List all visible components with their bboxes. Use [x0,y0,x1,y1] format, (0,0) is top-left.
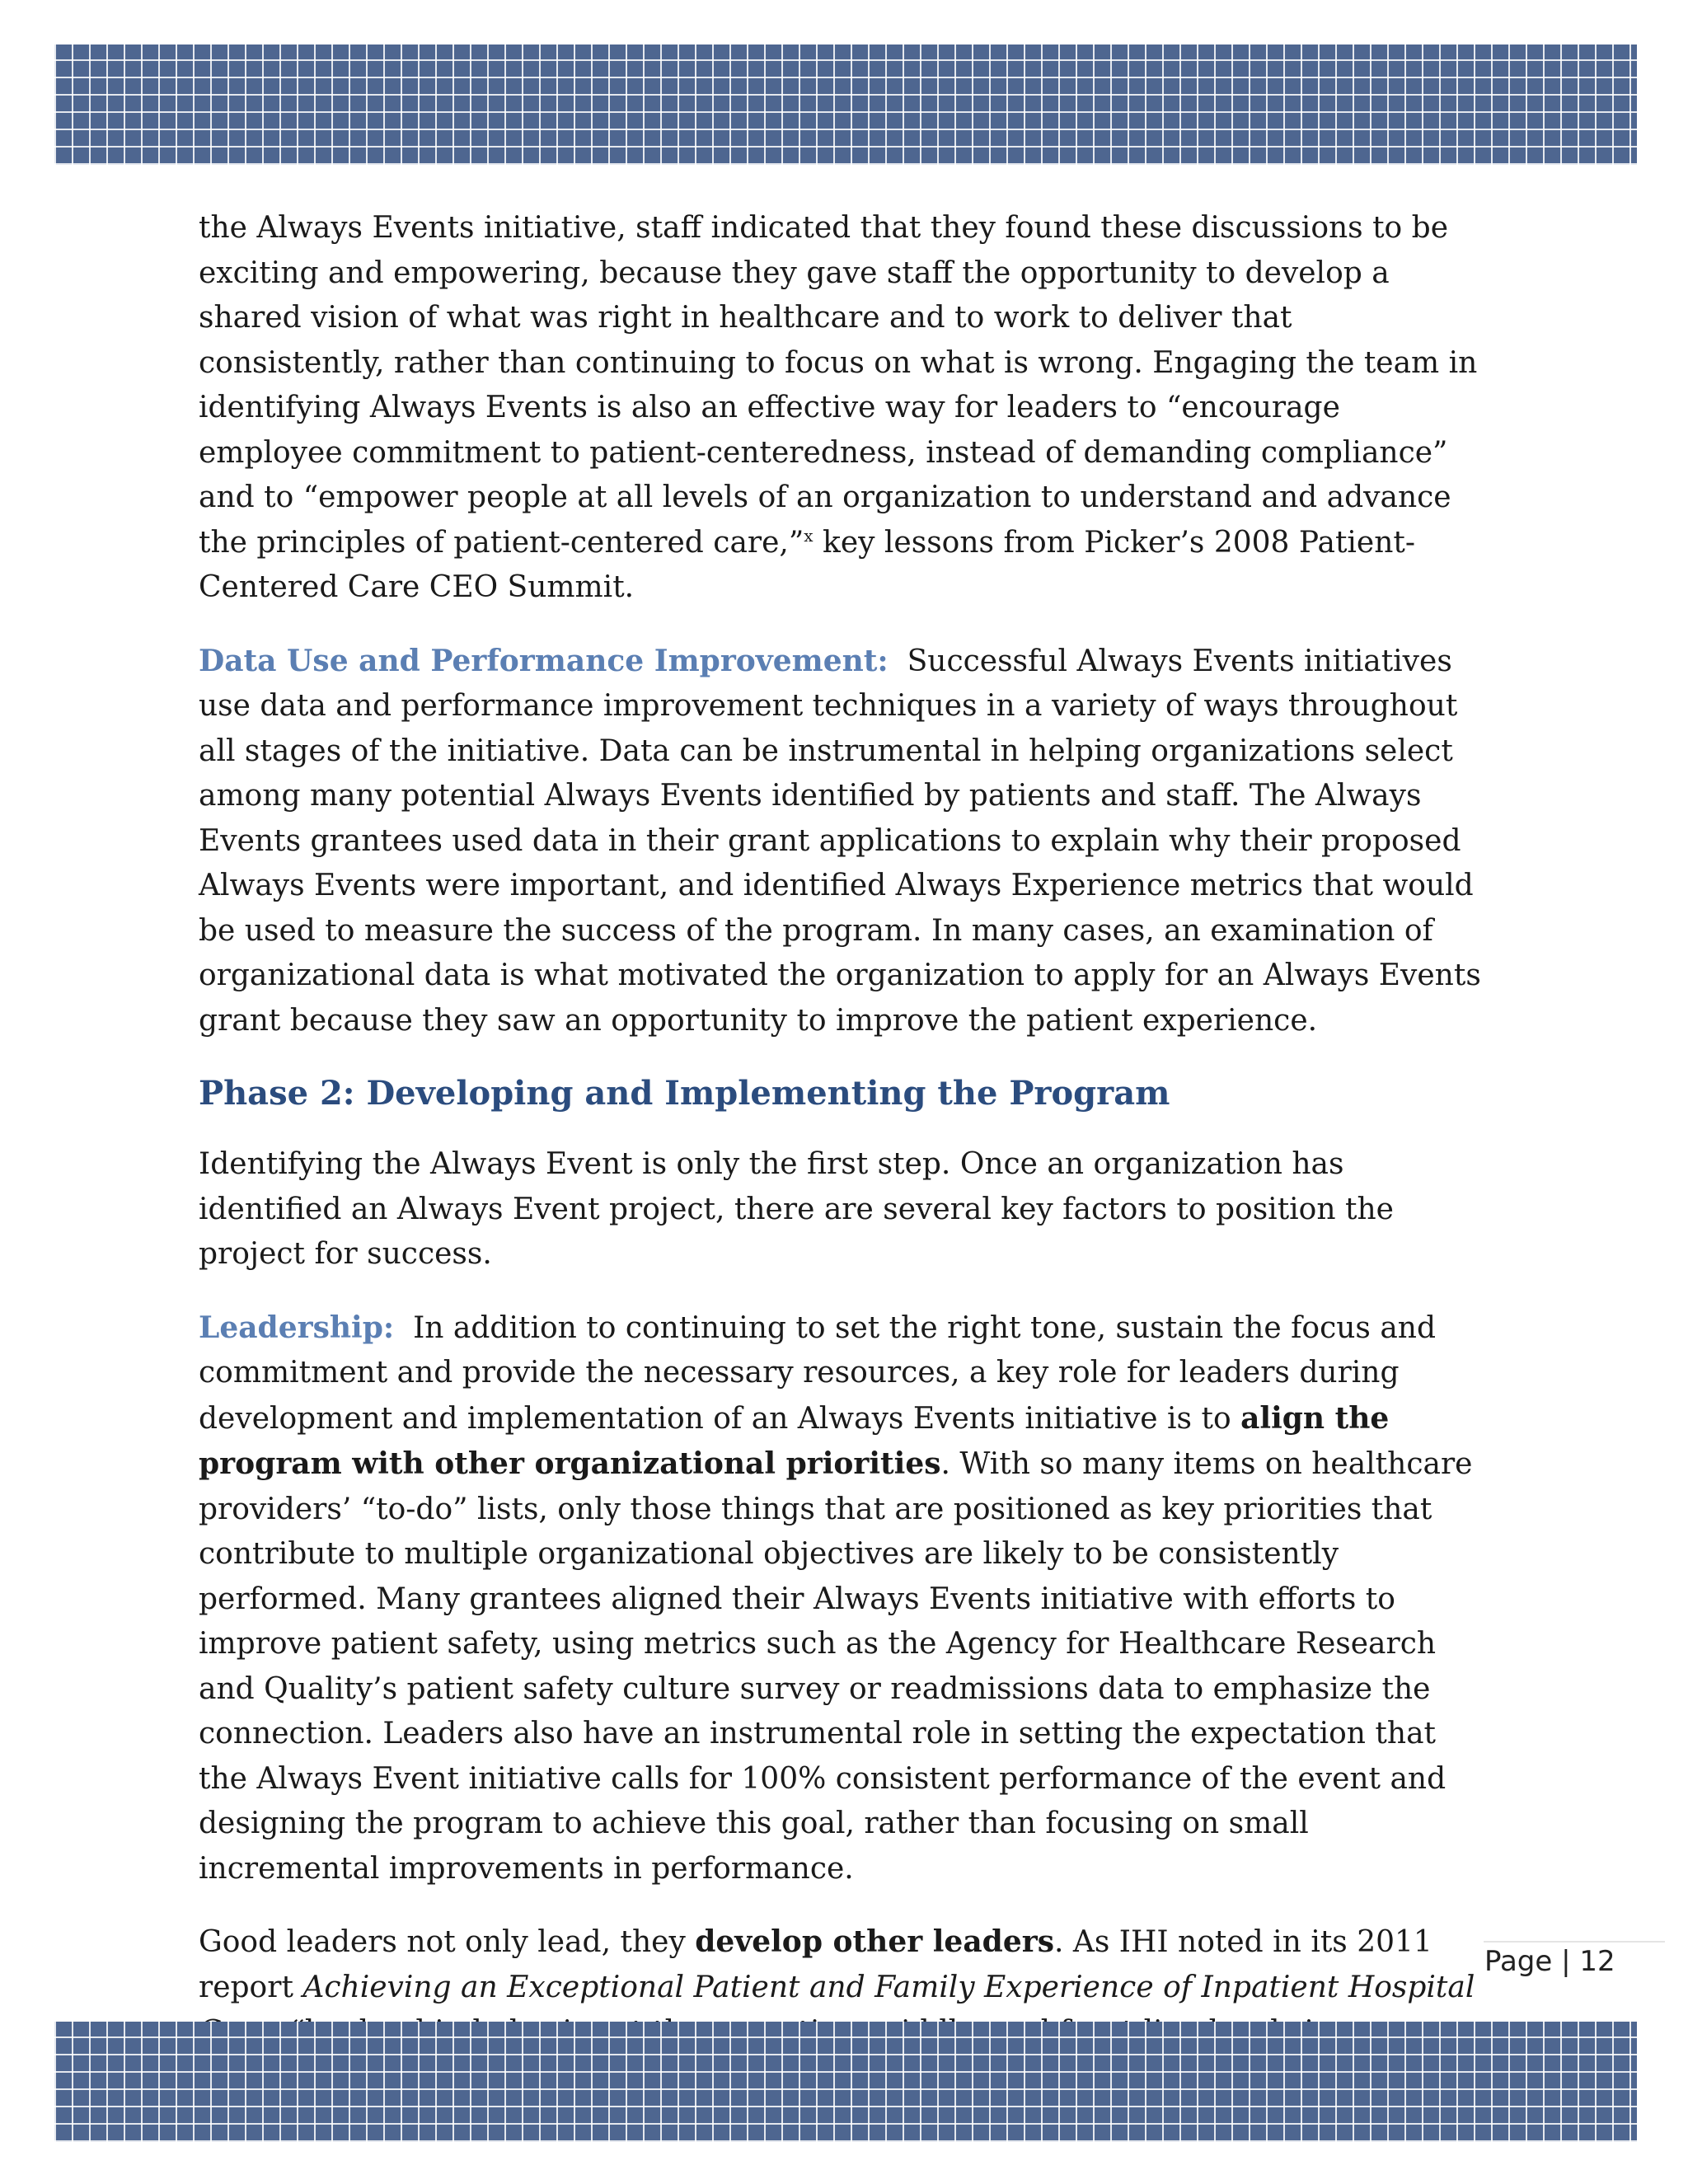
footer-divider [1484,1941,1665,1943]
run-in-heading-data-use: Data Use and Performance Improvement: [199,643,889,678]
paragraph-identifying: Identifying the Always Event is only the first step. Once an organization has identified an Always Event project, there are several key factors to position the project for success. [199,1147,1394,1271]
run-in-heading-leadership: Leadership: [199,1310,395,1345]
paragraph-text: . As IHI noted in its 2011 report [199,1925,1432,2004]
section-heading-phase-2: Phase 2: Developing and Implementing the Program [199,1074,1170,1113]
paragraph-text: Successful Always Events initiatives use data and performance improvement techniques in a variety of ways throughout all stages of the initiative. Data can be instrumental in helping organizations select among many potential Always Events identified by patients and staff. The Always Events grantees used data in their grant applications to explain why their proposed Always Events were important, and identified Always Experience metrics that would be used to measure the success of the program. In many cases, an examination of organizational data is what motivated the organization to apply for an Always Events grant because they saw an opportunity to improve the patient experience. [199,644,1481,1038]
emphasis-text: align the program with other organizational priorities [199,1400,1390,1481]
paragraph-staff-discussions [199,206,1484,611]
footnote-ref: x [804,525,814,546]
footer-pattern-band [54,2022,1637,2142]
paragraph-text: the Always Events initiative, staff indicated that they found these discussions to be exciting and empowering, because they gave staff the opportunity to develop a shared vision of what was right in healthcare and to work to deliver that consistently, rather than continuing to focus on what is wrong. Engaging the team in identifying Always Events is also an effective way for leaders to “encourage employee commitment to patient-centeredness, instead of demanding compliance” and to “empower people at all levels of an organization to understand and advance the principles of patient-centered care,” [199,211,1478,560]
paragraph-text: . With so many items on healthcare providers’ “to-do” lists, only those things that are positioned as key priorities that contribute to multiple organizational objectives are likely to be consistently performed. Many grantees aligned their Always Events initiative with efforts to improve patient safety, using metrics such as the Agency for Healthcare Research and Quality’s patient safety culture survey or readmissions data to emphasize the connection. Leaders also have an instrumental role in setting the expectation that the Always Event initiative calls for 100% consistent performance of the event and designing the program to achieve this goal, rather than focusing on small incremental improvements in performance. [199,1447,1473,1886]
page-body [199,206,1484,2173]
paragraph-text: Good leaders not only lead, they [199,1925,696,1959]
report-title: Achieving an Exceptional Patient and Family Experience of Inpatient Hospital [302,1970,1475,2004]
header-pattern-band [54,45,1637,165]
paragraph-data-use [199,639,1484,1044]
paragraph-text: In addition to continuing to set the right tone, sustain the focus and commitment and provide the necessary resources, a key role for leaders during development and implementation of an Always Events initiative is to [199,1310,1437,1436]
paragraph-leadership [199,1305,1484,1892]
paragraph-text: key lessons from Picker’s 2008 Patient-Centered Care CEO Summit. [199,525,1416,604]
page-number: Page | 12 [1484,1945,1615,1978]
emphasis-text: develop other leaders [695,1924,1054,1959]
